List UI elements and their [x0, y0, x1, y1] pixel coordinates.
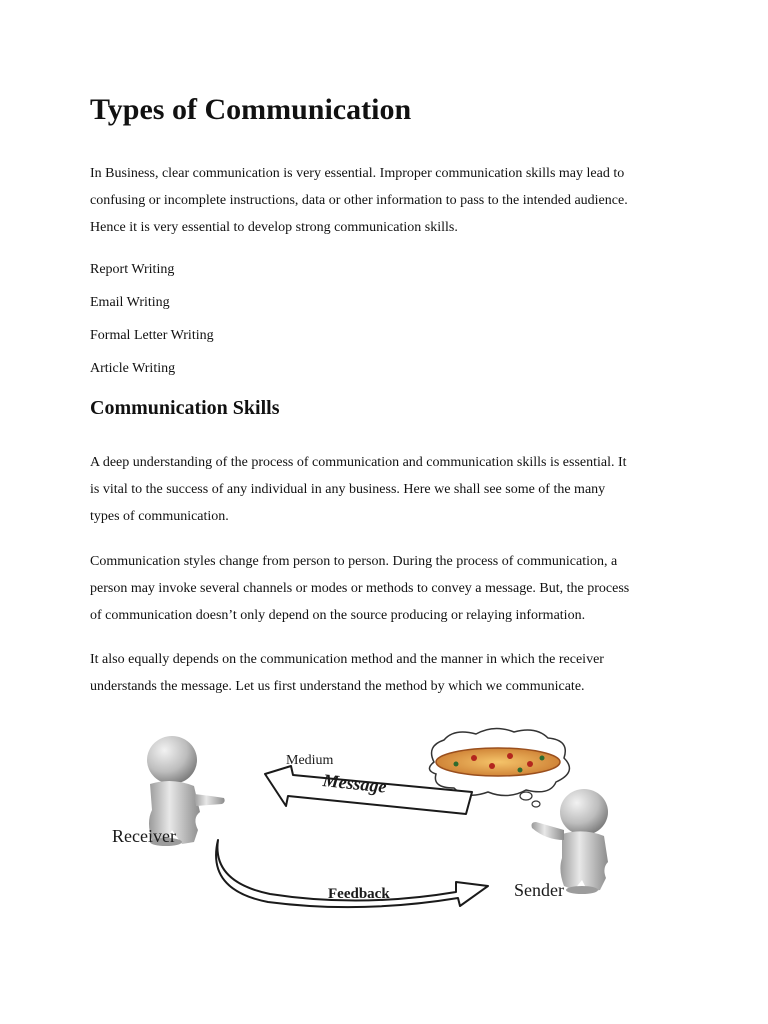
list-item: Email Writing	[90, 295, 170, 310]
body-paragraph	[90, 646, 680, 700]
list-item: Article Writing	[90, 361, 176, 376]
page-title: Types of Communication	[90, 93, 412, 126]
receiver-label: Receiver	[112, 826, 176, 846]
sender-label: Sender	[514, 880, 564, 900]
paragraph-line: types of communication.	[90, 509, 229, 524]
paragraph-line: is vital to the success of any individual in any business. Here we shall see some of the many	[90, 482, 606, 497]
feedback-label: Feedback	[328, 886, 390, 902]
list-item: Report Writing	[90, 262, 175, 277]
intro-paragraph	[90, 160, 680, 241]
paragraph-line: person may invoke several channels or modes or methods to convey a message. But, the process	[90, 581, 630, 596]
paragraph-line: It also equally depends on the communication method and the manner in which the receiver	[90, 652, 604, 667]
list-item: Formal Letter Writing	[90, 328, 214, 343]
body-paragraph	[90, 548, 680, 629]
intro-line: Hence it is very essential to develop strong communication skills.	[90, 220, 458, 235]
diagram-canvas	[90, 722, 624, 912]
intro-line: confusing or incomplete instructions, data or other information to pass to the intended audience.	[90, 193, 628, 208]
communication-diagram	[90, 722, 624, 912]
paragraph-line: Communication styles change from person to person. During the process of communication, a	[90, 554, 618, 569]
paragraph-line: A deep understanding of the process of communication and communication skills is essential. It	[90, 455, 627, 470]
paragraph-line: of communication doesn’t only depend on the source producing or relaying information.	[90, 608, 586, 623]
body-paragraph	[90, 449, 680, 530]
sender-figure	[532, 789, 609, 894]
paragraph-line: understands the message. Let us first understand the method by which we communicate.	[90, 679, 585, 694]
intro-line: In Business, clear communication is very essential. Improper communication skills may lead to	[90, 166, 625, 181]
medium-label: Medium	[286, 753, 334, 768]
message-label: Message	[321, 770, 388, 797]
section-heading: Communication Skills	[90, 397, 280, 419]
